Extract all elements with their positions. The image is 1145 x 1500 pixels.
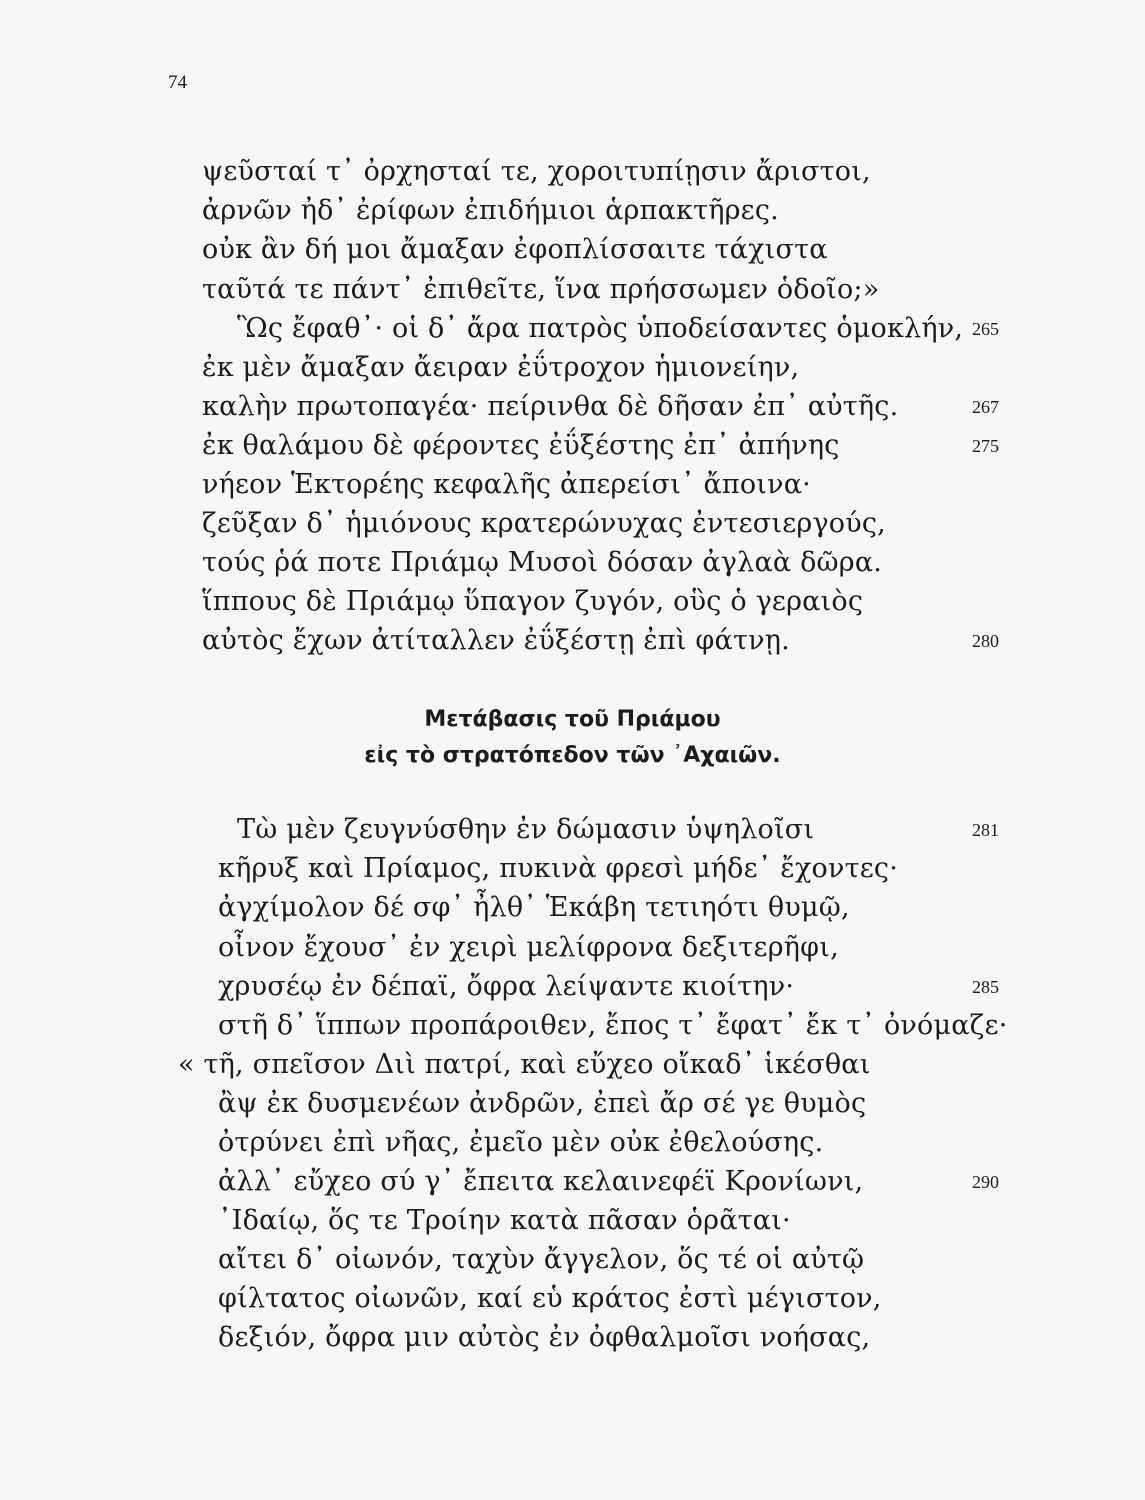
line-number: 267 bbox=[972, 397, 999, 417]
line-number: 265 bbox=[972, 319, 999, 339]
verse-line: τούς ῥά ποτε Πριάμῳ Μυσοὶ δόσαν ἀγλαὰ δῶρα. bbox=[202, 547, 883, 578]
verse-line: δεξιόν, ὄφρα μιν αὐτὸς ἐν ὀφθαλμοῖσι νοήσας, bbox=[218, 1322, 871, 1353]
verse-line: ἂψ ἐκ δυσμενέων ἀνδρῶν, ἐπεὶ ἄρ σέ γε θυμὸς bbox=[218, 1088, 867, 1119]
verse-line: οὐκ ἂν δή μοι ἄμαξαν ἐφοπλίσσαιτε τάχιστα bbox=[202, 234, 828, 265]
verse-line: αἴτει δ᾿ οἰωνόν, ταχὺν ἄγγελον, ὅς τέ οἱ αὐτῷ bbox=[218, 1244, 865, 1275]
line-number: 290 bbox=[972, 1172, 999, 1192]
line-number: 280 bbox=[972, 631, 999, 651]
verse-line: νήεον Ἑκτορέης κεφαλῆς ἀπερείσι᾿ ἄποινα· bbox=[202, 469, 811, 500]
verse-line: αὐτὸς ἔχων ἀτίταλλεν ἐΰξέστῃ ἐπὶ φάτνῃ. bbox=[202, 625, 790, 656]
verse-line: χρυσέῳ ἐν δέπαϊ, ὄφρα λείψαντε κιοίτην· bbox=[218, 971, 795, 1002]
verse-line: ἐκ θαλάμου δὲ φέροντες ἐΰξέστης ἐπ᾿ ἀπήνης bbox=[202, 430, 840, 461]
section-heading-line-2: εἰς τὸ στρατόπεδον τῶν ᾿Αχαιῶν. bbox=[364, 743, 781, 768]
verse-line: ἀλλ᾿ εὔχεο σύ γ᾿ ἔπειτα κελαινεφέϊ Κρονίωνι, bbox=[218, 1166, 864, 1197]
verse-line: κῆρυξ καὶ Πρίαμος, πυκινὰ φρεσὶ μήδε᾿ ἔχοντες· bbox=[218, 853, 899, 884]
verse-line: καλὴν πρωτοπαγέα· πείρινθα δὲ δῆσαν ἐπ᾿ αὐτῆς. bbox=[202, 391, 899, 422]
section-heading-line-1: Μετάβασις τοῦ Πριάμου bbox=[424, 707, 721, 732]
verse-line: ὀτρύνει ἐπὶ νῆας, ἐμεῖο μὲν οὐκ ἐθελούσης. bbox=[218, 1127, 824, 1158]
verse-line: ἐκ μὲν ἄμαξαν ἄειραν ἐΰτροχον ἡμιονείην, bbox=[202, 352, 800, 383]
verse-line: ζεῦξαν δ᾿ ἡμιόνους κρατερώνυχας ἐντεσιεργούς, bbox=[202, 508, 886, 539]
verse-line: Ὣς ἔφαθ᾿· οἱ δ᾿ ἄρα πατρὸς ὑποδείσαντες ὁμοκλήν, bbox=[237, 313, 964, 344]
verse-line: ᾿Ιδαίῳ, ὅς τε Τροίην κατὰ πᾶσαν ὁρᾶται· bbox=[218, 1205, 791, 1236]
verse-line: ψεῦσταί τ᾿ ὀρχησταί τε, χοροιτυπίῃσιν ἄριστοι, bbox=[202, 156, 871, 187]
verse-line: « τῆ, σπεῖσον Διὶ πατρί, καὶ εὔχεο οἴκαδ᾿ ἱκέσθαι bbox=[178, 1049, 871, 1080]
verse-line: ἵππους δὲ Πριάμῳ ὕπαγον ζυγόν, οὓς ὁ γεραιὸς bbox=[202, 586, 864, 617]
line-number: 275 bbox=[972, 436, 999, 456]
verse-line: ἀγχίμολον δέ σφ᾿ ἦλθ᾿ Ἑκάβη τετιηότι θυμῷ, bbox=[218, 892, 850, 923]
verse-line: ἀρνῶν ἠδ᾿ ἐρίφων ἐπιδήμιοι ἁρπακτῆρες. bbox=[202, 195, 779, 226]
verse-line: ταῦτά τε πάντ᾿ ἐπιθεῖτε, ἵνα πρήσσωμεν ὁδοῖο;» bbox=[202, 274, 880, 305]
verse-line: Τὼ μὲν ζευγνύσθην ἐν δώμασιν ὑψηλοῖσι bbox=[237, 814, 815, 845]
verse-line: στῆ δ᾿ ἵππων προπάροιθεν, ἔπος τ᾿ ἔφατ᾿ ἔκ τ᾿ ὀνόμαζε· bbox=[218, 1010, 1008, 1041]
verse-line: φίλτατος οἰωνῶν, καί εὑ κράτος ἐστὶ μέγιστον, bbox=[218, 1283, 882, 1314]
line-number: 281 bbox=[972, 820, 999, 840]
line-number: 285 bbox=[972, 977, 999, 997]
verse-line: οἶνον ἔχουσ᾿ ἐν χειρὶ μελίφρονα δεξιτερῆφι, bbox=[218, 932, 839, 963]
page-number: 74 bbox=[168, 72, 187, 93]
